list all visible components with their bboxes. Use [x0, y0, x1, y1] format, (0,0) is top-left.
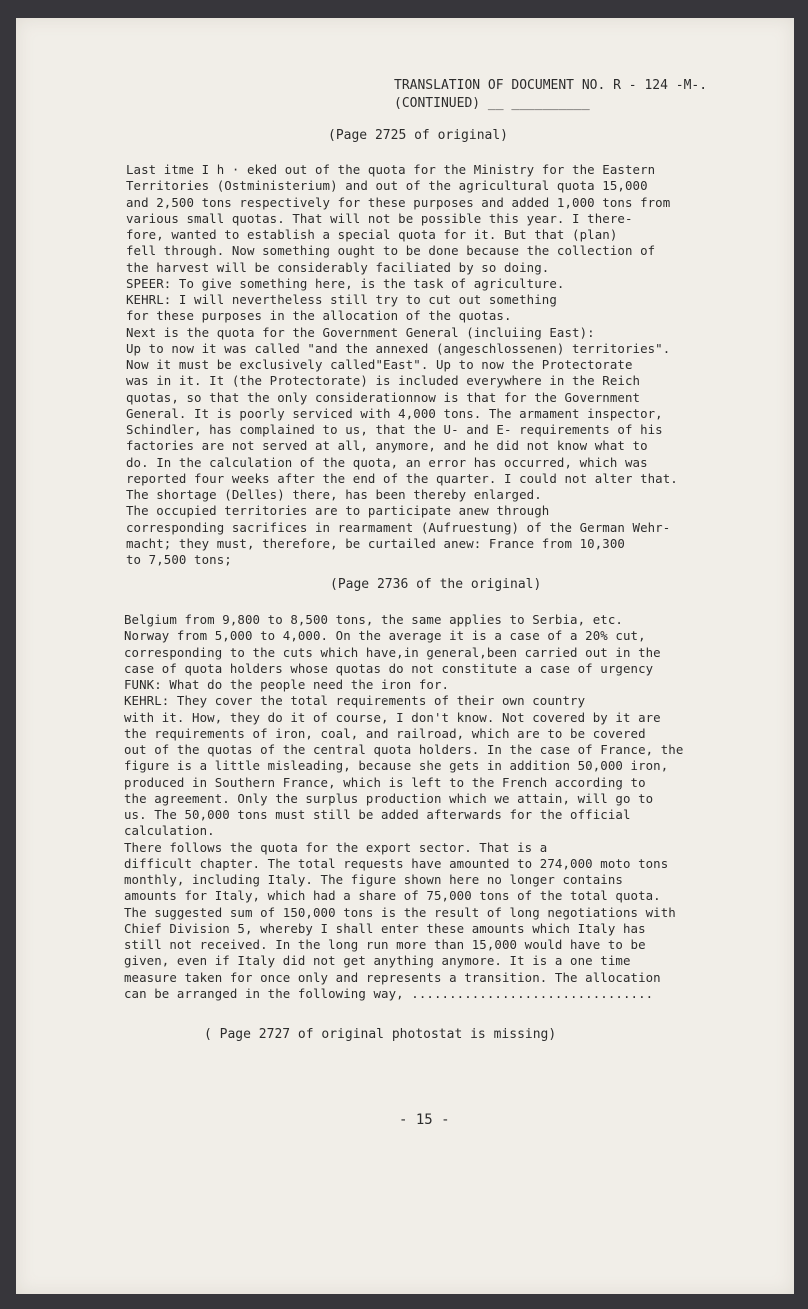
text-line: The shortage (Delles) there, has been thereby enlarged.: [126, 487, 542, 502]
text-line: Up to now it was called "and the annexed (angeschlossenen) territories".: [126, 340, 671, 356]
text-line: out of the quotas of the central quota holders. In the case of France, the: [124, 742, 684, 757]
text-line: the requirements of iron, coal, and railroad, which are to be covered: [124, 725, 646, 741]
text-line: fore, wanted to establish a special quota for it. But that (plan): [126, 227, 618, 242]
text-line: was in it. It (the Protectorate) is included everywhere in the Reich: [126, 373, 641, 389]
text-line: KEHRL: I will nevertheless still try to cut out something: [126, 292, 557, 307]
text-line: us. The 50,000 tons must still be added afterwards for the official: [124, 807, 631, 822]
text-line: do. In the calculation of the quota, an error has occurred, which was: [126, 454, 648, 470]
text-line: fell through. Now something ought to be done because the collection of: [126, 243, 656, 259]
text-line: Belgium from 9,800 to 8,500 tons, the same applies to Serbia, etc.: [124, 612, 623, 627]
page-number: - 15 -: [399, 1112, 450, 1128]
text-line: KEHRL: They cover the total requirements of their own country: [124, 693, 586, 709]
text-line: Norway from 5,000 to 4,000. On the average it is a case of a 20% cut,: [124, 628, 646, 644]
document-title: TRANSLATION OF DOCUMENT NO. R - 124 -M-.: [394, 78, 708, 93]
page-reference-2727: ( Page 2727 of original photostat is missing): [204, 1027, 557, 1042]
page-reference-2725: (Page 2725 of original): [328, 128, 509, 143]
text-line: FUNK: What do the people need the iron for.: [124, 677, 450, 692]
text-line: macht; they must, therefore, be curtailed anew: France from 10,300: [126, 535, 625, 551]
text-line: quotas, so that the only considerationnow is that for the Government: [126, 389, 641, 405]
text-line: figure is a little misleading, because she gets in addition 50,000 iron,: [124, 758, 669, 774]
text-line: the agreement. Only the surplus production which we attain, will go to: [124, 790, 654, 806]
text-line: Now it must be exclusively called"East". Up to now the Protectorate: [126, 357, 633, 372]
text-line: measure taken for once only and represents a transition. The allocation: [124, 969, 661, 985]
text-line: for these purposes in the allocation of the quotas.: [126, 308, 512, 324]
text-line: case of quota holders whose quotas do not constitute a case of urgency: [124, 660, 654, 676]
text-line: corresponding to the cuts which have,in general,been carried out in the: [124, 644, 661, 660]
text-line: corresponding sacrifices in rearmament (Aufruestung) of the German Wehr-: [126, 519, 671, 535]
text-line: Last itme I h · eked out of the quota for the Ministry for the Eastern: [126, 162, 656, 177]
text-line: calculation.: [124, 823, 215, 839]
text-line: produced in Southern France, which is left to the French according to: [124, 774, 646, 790]
text-line: difficult chapter. The total requests have amounted to 274,000 moto tons: [124, 855, 669, 871]
text-line: The suggested sum of 150,000 tons is the result of long negotiations with: [124, 904, 676, 920]
text-line: and 2,500 tons respectively for these purposes and added 1,000 tons from: [126, 194, 671, 210]
text-line: reported four weeks after the end of the quarter. I could not alter that.: [126, 470, 678, 486]
text-line: amounts for Italy, which had a share of 75,000 tons of the total quota.: [124, 888, 661, 904]
text-line: can be arranged in the following way, ................................: [124, 985, 654, 1001]
text-line: There follows the quota for the export sector. That is a: [124, 839, 548, 855]
text-line: with it. How, they do it of course, I don't know. Not covered by it are: [124, 709, 661, 725]
text-line: SPEER: To give something here, is the task of agriculture.: [126, 275, 565, 291]
text-line: to 7,500 tons;: [126, 552, 232, 567]
text-line: the harvest will be considerably faciliated by so doing.: [126, 259, 550, 275]
text-line: The occupied territories are to participate anew through: [126, 503, 550, 519]
text-line: General. It is poorly serviced with 4,000 tons. The armament inspector,: [126, 405, 663, 421]
text-line: various small quotas. That will not be possible this year. I there-: [126, 210, 633, 226]
text-line: Next is the quota for the Government General (incluiing East):: [126, 324, 595, 340]
text-line: given, even if Italy did not get anything anymore. It is a one time: [124, 953, 631, 969]
continued-marker: (CONTINUED) __ __________: [394, 96, 590, 111]
text-line: Chief Division 5, whereby I shall enter these amounts which Italy has: [124, 920, 646, 936]
typed-document: [16, 18, 794, 1294]
text-line: Schindler, has complained to us, that the U- and E- requirements of his: [126, 422, 663, 437]
text-line: still not received. In the long run more than 15,000 would have to be: [124, 937, 646, 952]
text-line: monthly, including Italy. The figure shown here no longer contains: [124, 872, 623, 887]
text-line: Territories (Ostministerium) and out of the agricultural quota 15,000: [126, 178, 648, 194]
text-line: factories are not served at all, anymore, and he did not know what to: [126, 438, 648, 454]
page-reference-2736: (Page 2736 of the original): [330, 577, 542, 592]
document-page: [16, 18, 794, 1294]
